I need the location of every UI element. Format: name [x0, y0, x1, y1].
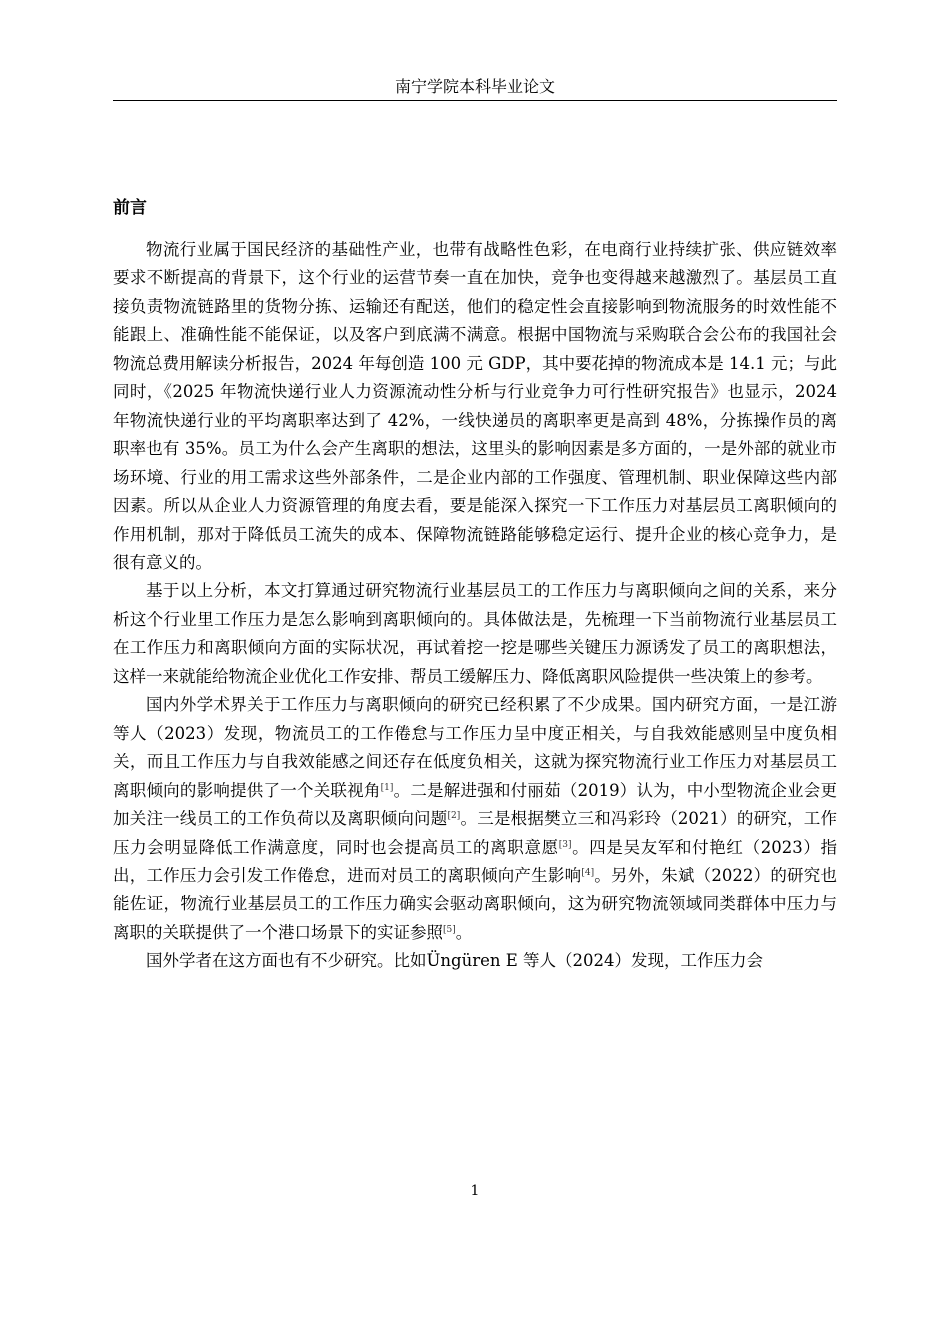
paragraph-text: 。四是吴友军和付艳红（2023）指出，工作压力会引发工作倦怠，进而对员工的离职倾向产生影响 [113, 837, 838, 885]
paragraph-text: 物流行业属于国民经济的基础性产业，也带有战略性色彩，在电商行业持续扩张、供应链效率要求不断提高的背景下，这个行业的运营节奏一直在加快，竞争也变得越来越激烈了。基层员工直接负责物流链路里的货物分拣、运输还有配送，他们的稳定性会直接影响到物流服务的时效性能不能跟上、准确性能不能保证，以及客户到底满不满意。根据中国物流与采购联合会公布的我国社会物流总费用解读分析报告，2024 年每创造 100 元 GDP，其中要花掉的物流成本是 14.1 元；与此同时，《2025 年物流快递行业人力资源流动性分析与行业竞争力可行性研究报告》也显示，2024 年物流快递行业的平均离职率达到了 42%，一线快递员的离职率更是高到 48%，分拣操作员的离职率也有 35%。员工为什么会产生离职的想法，这里头的影响因素是多方面的，一是外部的就业市场环境、行业的用工需求这些外部条件，二是企业内部的工作强度、管理机制、职业保障这些内部因素。所以从企业人力资源管理的角度去看，要是能深入探究一下工作压力对基层员工离职倾向的作用机制，那对于降低员工流失的成本、保障物流链路能够稳定运行、提升企业的核心竞争力，是很有意义的。 [113, 240, 837, 572]
paragraph-text: 基于以上分析，本文打算通过研究物流行业基层员工的工作压力与离职倾向之间的关系，来分析这个行业里工作压力是怎么影响到离职倾向的。具体做法是，先梳理一下当前物流行业基层员工在工作压力和离职倾向方面的实际状况，再试着挖一挖是哪些关键压力源诱发了员工的离职想法，这样一来就能给物流企业优化工作安排、帮员工缓解压力、降低离职风险提供一些决策上的参考。 [113, 581, 837, 686]
body-text [113, 236, 837, 976]
body-paragraph [113, 947, 837, 975]
body-paragraph [113, 691, 837, 947]
citation-marker: [1] [380, 782, 394, 793]
section-heading: 前言 [113, 198, 147, 218]
body-paragraph [113, 577, 837, 691]
paragraph-text: 。三是根据樊立三和冯彩玲（2021）的研究，工作压力会明显降低工作满意度，同时也会提高员工的离职意愿 [113, 809, 837, 857]
header-divider [113, 100, 837, 101]
citation-marker: [5] [443, 924, 456, 935]
citation-marker: [4] [581, 867, 595, 878]
paragraph-text: 国内外学术界关于工作压力与离职倾向的研究已经积累了不少成果。国内研究方面，一是江游等人（2023）发现，物流员工的工作倦怠与工作压力呈中度正相关，与自我效能感则呈中度负相关，而且工作压力与自我效能感之间还存在低度负相关，这就为探究物流行业工作压力对基层员工离职倾向的影响提供了一个关联视角 [113, 695, 837, 800]
running-header-title: 南宁学院本科毕业论文 [394, 77, 555, 96]
page-number: 1 [470, 1183, 480, 1199]
body-paragraph [113, 236, 837, 577]
paragraph-text: 。 [455, 922, 473, 942]
paragraph-text: 国外学者在这方面也有不少研究。比如Üngüren E 等人（2024）发现，工作压力会 [146, 951, 764, 971]
paragraph-text: 。二是解进强和付丽茹（2019）认为，中小型物流企业会更加关注一线员工的工作负荷以及离职倾向问题 [113, 780, 838, 829]
citation-marker: [3] [558, 839, 572, 850]
citation-marker: [2] [447, 811, 461, 822]
paragraph-text: 。另外，朱斌（2022）的研究也能佐证，物流行业基层员工的工作压力确实会驱动离职倾向，这为研究物流领域同类群体中压力与离职的关联提供了一个港口场景下的实证参照 [113, 865, 838, 942]
